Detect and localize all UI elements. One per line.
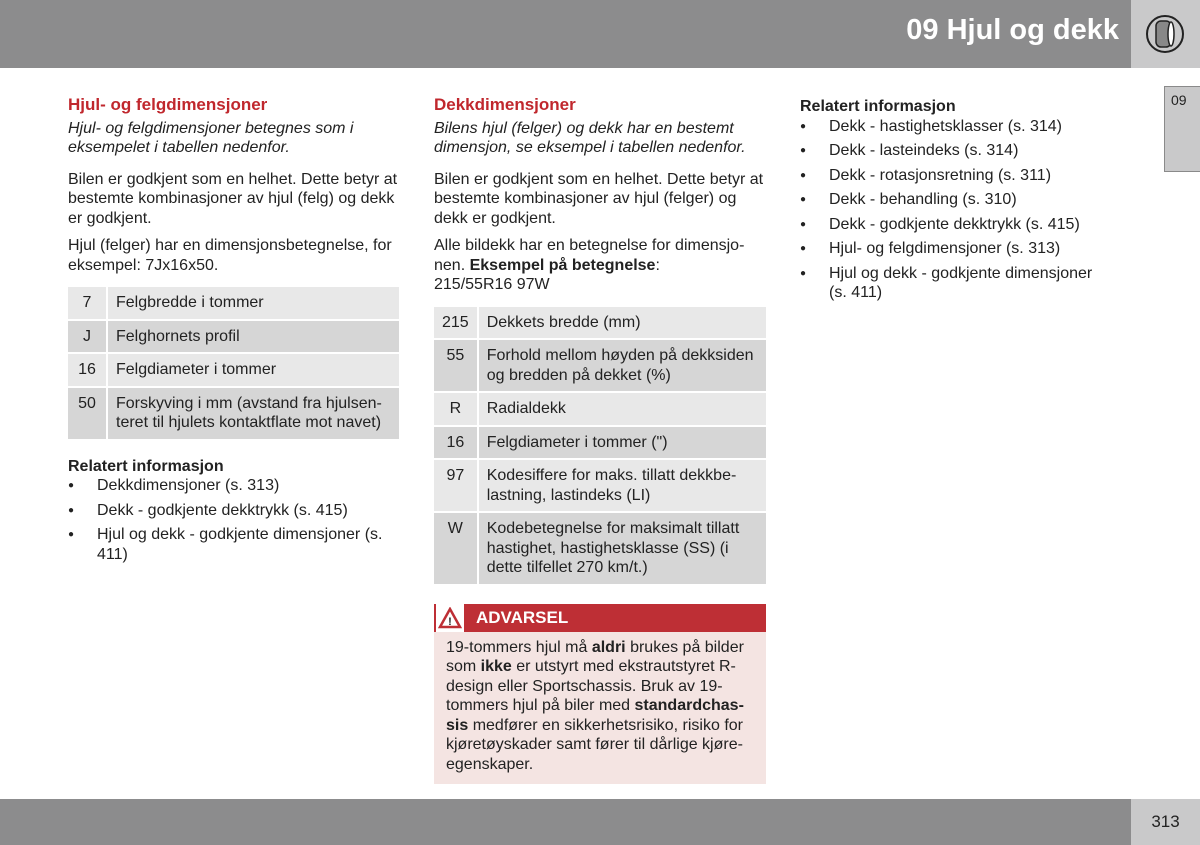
chapter-icon-box	[1131, 0, 1200, 68]
code-cell: 55	[434, 339, 478, 392]
warning-box	[434, 604, 766, 785]
chapter-header	[0, 0, 1131, 68]
warning-text: 19-tommers hjul må aldri brukes på bilder som ikke er utstyrt med ekstrautstyret R-design eller Sportschassis. Bruk av 19-tommers hjul på biler med standardchassis medfører en sikkerhetsrisiko, risiko for kjøretøyskader samt fører til dårlige kjøreegenskaper.	[434, 632, 766, 785]
column-wheel-rim-dimensions	[68, 95, 399, 569]
table-row	[68, 387, 399, 440]
description-cell: Felgdiameter i tommer	[107, 353, 399, 387]
related-link[interactable]: ● Dekk - godkjente dekktrykk (s. 415)	[800, 215, 1110, 235]
code-cell: J	[68, 320, 107, 354]
intro: Bilens hjul (felger) og dekk har en bestemt dimensjon, se eksempel i tabellen nedenfor.	[434, 119, 746, 156]
code-cell: 215	[434, 307, 478, 340]
code-cell: 7	[68, 287, 107, 320]
intro: Hjul- og felgdimensjoner betegnes som i eksempelet i tabellen nedenfor.	[68, 119, 354, 156]
related-link[interactable]: ● Dekkdimensjoner (s. 313)	[68, 476, 399, 496]
description-cell: Felgdiameter i tommer (")	[478, 426, 766, 460]
chapter-tab[interactable]: 09	[1164, 86, 1200, 172]
code-cell: 97	[434, 459, 478, 512]
text: Alle bildekk har en betegnelse for dimensjonen.	[434, 237, 745, 274]
related-link[interactable]: ● Dekk - hastighetsklasser (s. 314)	[800, 117, 1110, 137]
section-title: Hjul- og felgdimensjoner	[68, 95, 268, 114]
code-cell: 50	[68, 387, 107, 440]
related-title: Relatert informasjon	[68, 457, 224, 475]
section-title: Dekkdimensjoner	[434, 95, 576, 114]
description-cell: Felghornets profil	[107, 320, 399, 354]
paragraph: Bilen er godkjent som en helhet. Dette betyr at bestemte kombinasjoner av hjul (felg) og dekk er godkjent.	[68, 170, 398, 227]
page-number: 313	[1131, 799, 1200, 845]
description-cell: Kodesiffere for maks. tillatt dekkbelastning, lastindeks (LI)	[478, 459, 766, 512]
related-link[interactable]: ● Hjul og dekk - godkjente dimensjoner (s. 411)	[68, 525, 399, 564]
bold-text: Eksempel på betegnelse	[469, 256, 656, 274]
footer	[0, 799, 1131, 845]
related-link[interactable]: ● Dekk - lasteindeks (s. 314)	[800, 141, 1110, 161]
warning-title: ADVARSEL	[476, 607, 569, 627]
code-cell: 16	[434, 426, 478, 460]
code-cell: W	[434, 512, 478, 585]
paragraph	[434, 236, 766, 295]
warning-header	[434, 604, 766, 632]
table-row	[434, 459, 766, 512]
related-link[interactable]: ● Dekk - godkjente dekktrykk (s. 415)	[68, 501, 399, 521]
code-cell: 16	[68, 353, 107, 387]
table-row	[434, 307, 766, 340]
paragraph: Hjul (felger) har en dimensjonsbetegnelse, for eksempel: 7Jx16x50.	[68, 237, 392, 274]
code-cell: R	[434, 392, 478, 426]
table-row	[68, 353, 399, 387]
related-title: Relatert informasjon	[800, 98, 956, 115]
table-row	[434, 426, 766, 460]
warning-triangle-icon	[436, 604, 464, 632]
column-tire-dimensions	[434, 95, 766, 784]
tire-dimension-table	[434, 307, 766, 586]
table-row	[434, 392, 766, 426]
related-link[interactable]: ● Dekk - rotasjonsretning (s. 311)	[800, 166, 1110, 186]
related-list	[800, 117, 1110, 303]
related-list	[68, 476, 399, 564]
chapter-title: 09 Hjul og dekk	[906, 14, 1119, 46]
paragraph: Bilen er godkjent som en helhet. Dette betyr at bestemte kombinasjoner av hjul (felger) og dekk er godkjent.	[434, 170, 764, 227]
description-cell: Kodebetegnelse for maksimalt tillatt hastighet, hastighetsklasse (SS) (i dette tilfellet 270 km/t.)	[478, 512, 766, 585]
description-cell: Felgbredde i tommer	[107, 287, 399, 320]
column-related	[800, 95, 1110, 308]
table-row	[68, 320, 399, 354]
table-row	[434, 339, 766, 392]
rim-dimension-table	[68, 287, 399, 441]
example-code: 215/55R16 97W	[434, 276, 550, 293]
related-link[interactable]: ● Hjul- og felgdimensjoner (s. 313)	[800, 239, 1110, 259]
text: :	[655, 256, 660, 274]
description-cell: Dekkets bredde (mm)	[478, 307, 766, 340]
related-link[interactable]: ● Dekk - behandling (s. 310)	[800, 190, 1110, 210]
table-row	[68, 287, 399, 320]
table-row	[434, 512, 766, 585]
tire-icon	[1145, 14, 1185, 54]
description-cell: Forskyving i mm (avstand fra hjulsenteret til hjulets kontaktflate mot navet)	[107, 387, 399, 440]
related-link[interactable]: ● Hjul og dekk - godkjente dimensjoner (s. 411)	[800, 264, 1110, 303]
svg-text:!: !	[448, 615, 452, 628]
description-cell: Forhold mellom høyden på dekksiden og bredden på dekket (%)	[478, 339, 766, 392]
description-cell: Radialdekk	[478, 392, 766, 426]
